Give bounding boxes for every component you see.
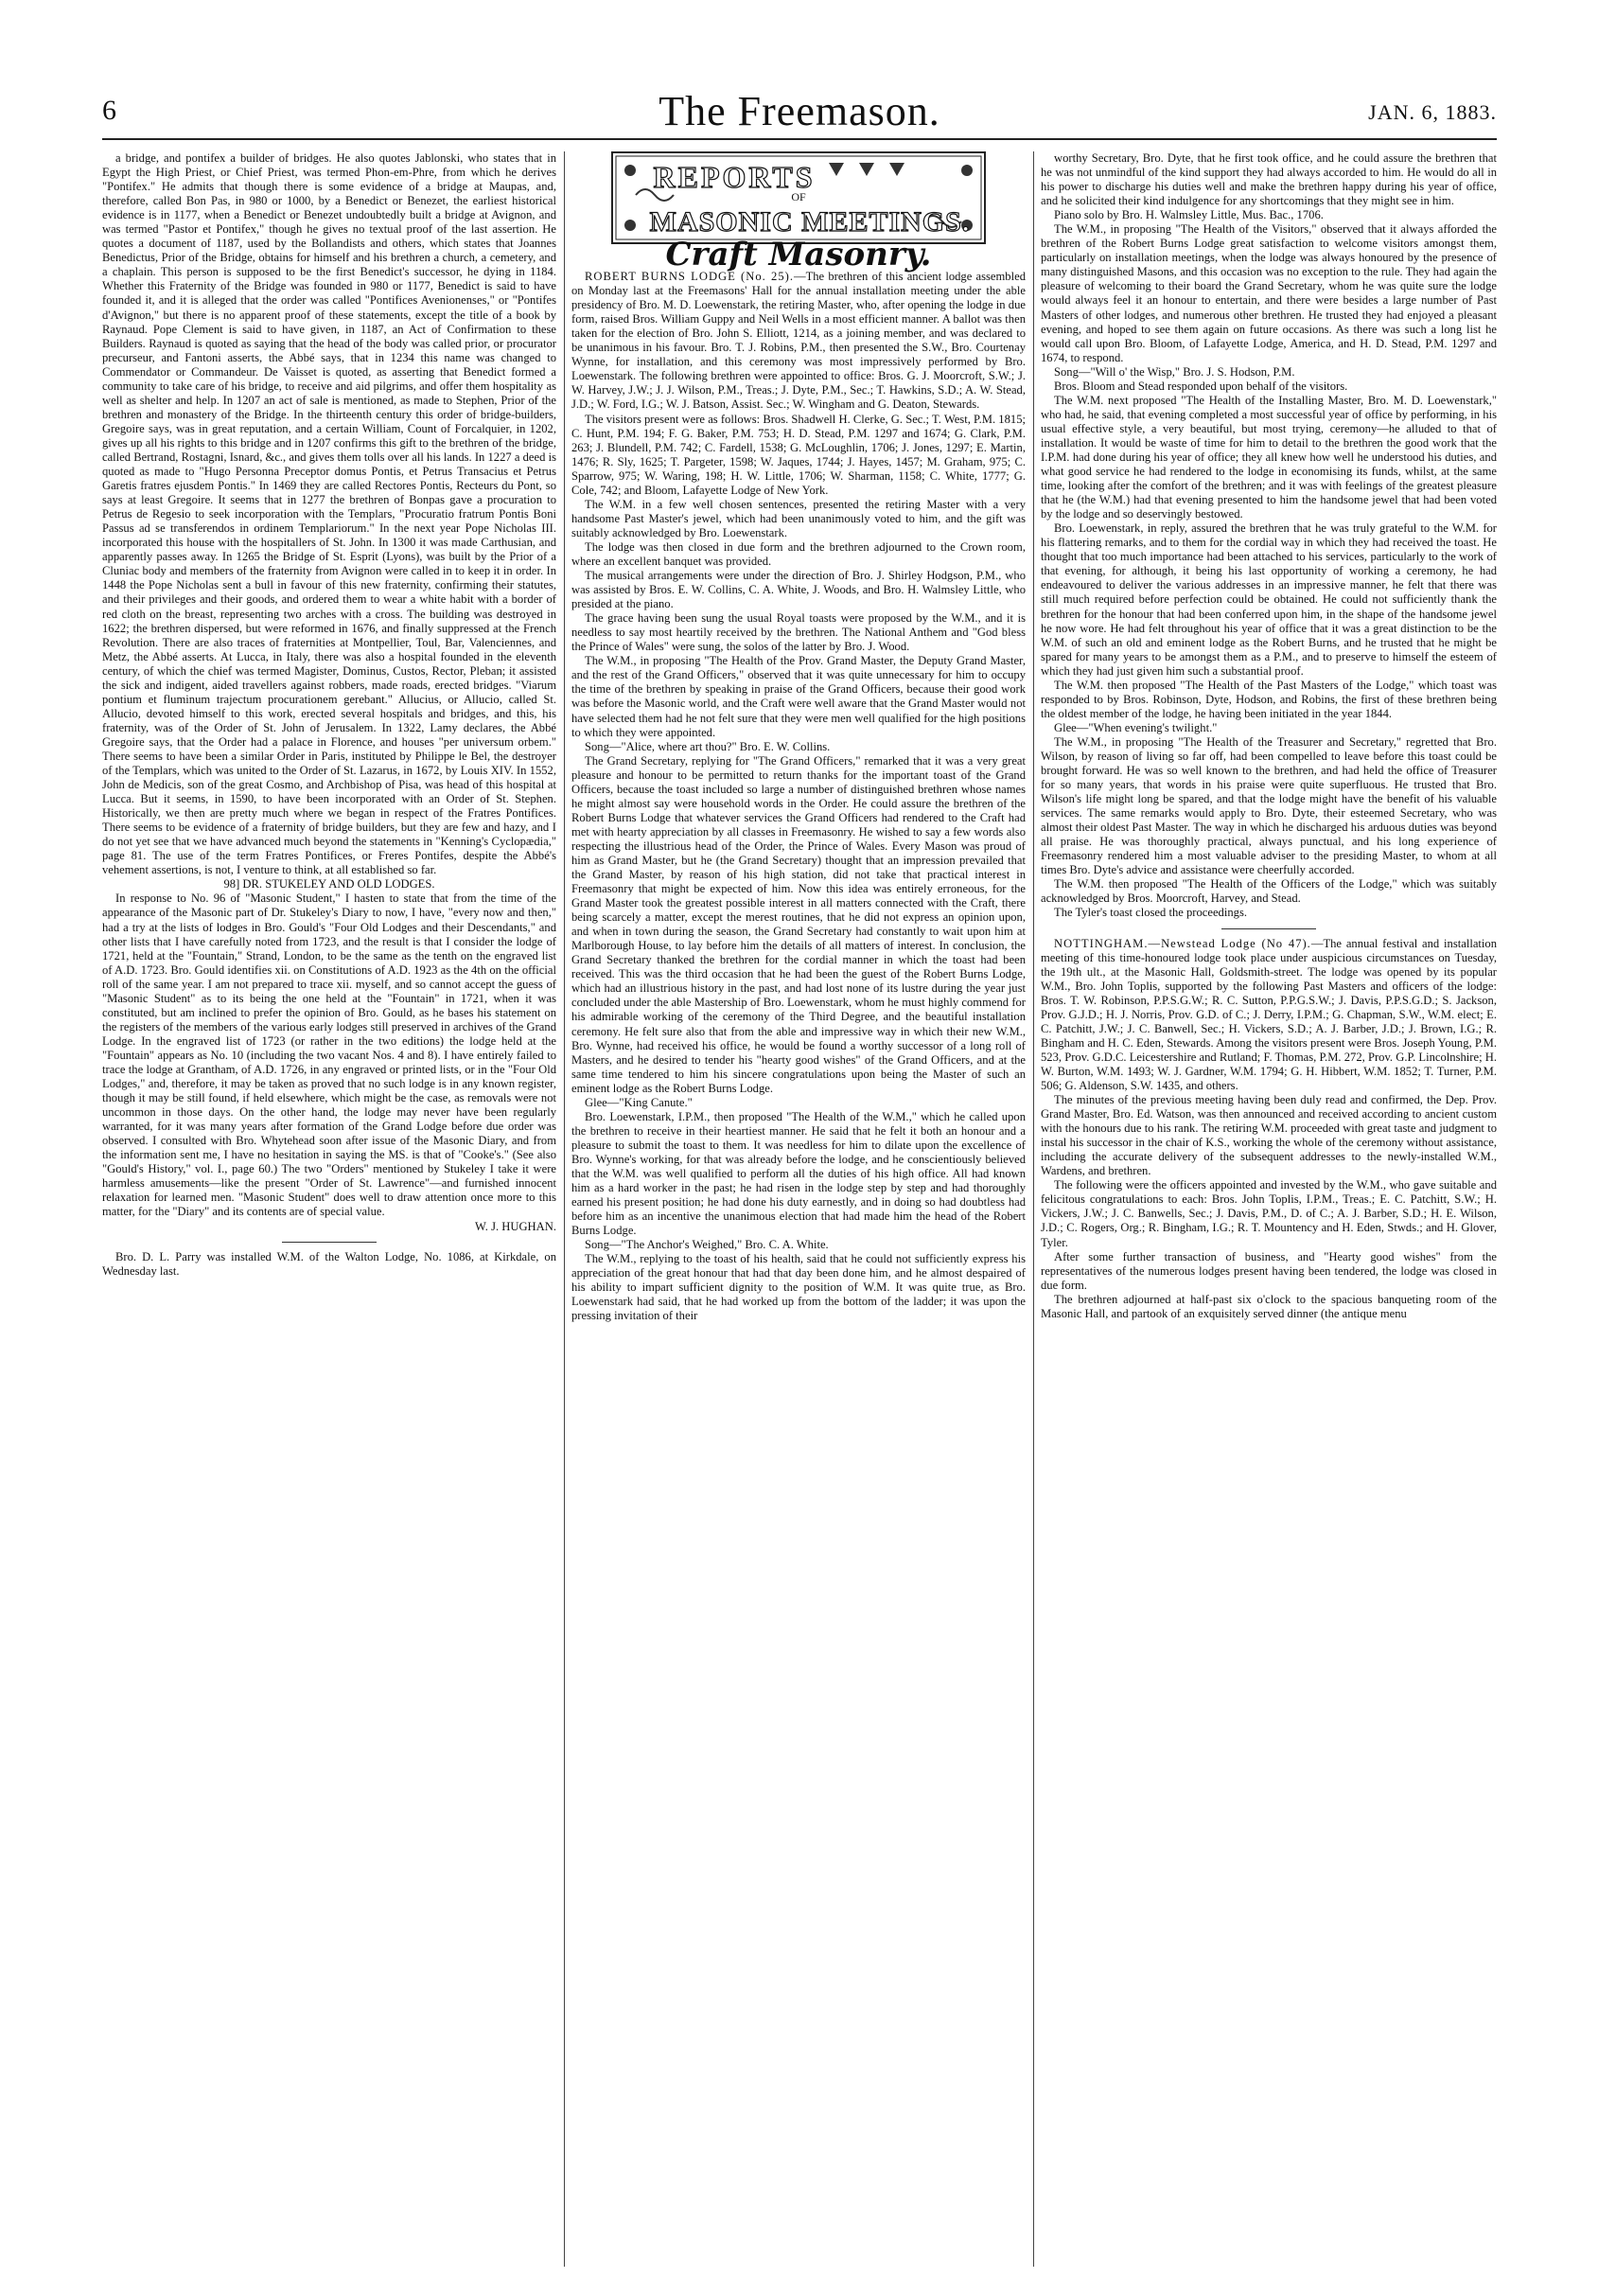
- article-paragraph: The W.M., in proposing "The Health of the Visitors," observed that it always afforded the brethren of the Robert Burns Lodge great satisfaction to welcome visitors amongst them, particularly on installation meetings, when the lodge was always honoured by the presence of many distinguished Masons, and this occasion was no exception to the rule. They had again the pleasure of welcoming to their board the Grand Secretary, whom he was quite sure the lodge would always feel it an honour to entertain, and there were besides a large number of Past Masters of other lodges, and numerous other brethren. He trusted they had enjoyed a pleasant evening, and hoped to see them again on future occasions. As there was such a long list he would call upon Bro. Bloom, of Lafayette Lodge, America, and H. D. Stead, P.M. 1297 and 1674, to respond.: [1041, 222, 1497, 364]
- article-paragraph: —The brethren of this ancient lodge assembled on Monday last at the Freemasons' Hall for the annual installation meeting under the able presidency of Bro. M. D. Loewenstark, the retiring Master, who, after opening the lodge in due form, raised Bros. William Guppy and Neil Wells in a most efficient manner. A ballot was then taken for the election of Bro. John S. Elliott, 1214, as a joining member, and was declared to be unanimous in his favour. Bro. T. J. Robins, P.M., then presented the S.W., Bro. Courtenay Wynne, for installation, and this ceremony was most impressively performed by Bro. Loewenstark. The following brethren were appointed to office: Bros. G. J. Moorcroft, S.W.; J. W. Harvey, J.W.; J. J. Wilson, P.M., Treas.; J. Dyte, P.M., Sec.; T. Hawkins, S.D.; A. W. Stead, J.D.; W. Ford, I.G.; W. J. Batson, Assist. Sec.; W. Wingham and G. Deaton, Stewards.: [571, 270, 1026, 412]
- article-paragraph: Bro. D. L. Parry was installed W.M. of the Walton Lodge, No. 1086, at Kirkdale, on Wednesday last.: [102, 1249, 556, 1278]
- column-3: [1041, 151, 1497, 2267]
- header-rule: [102, 138, 1497, 140]
- signature: W. J. HUGHAN.: [475, 1219, 556, 1233]
- article-paragraph: The W.M. in a few well chosen sentences, presented the retiring Master with a very handsome Past Master's jewel, which had been unanimously voted to him, and the gift was suitably acknowledged by Bro. Loewenstark.: [571, 497, 1026, 539]
- issue-date: JAN. 6, 1883.: [1368, 100, 1497, 124]
- divider: [282, 1242, 377, 1243]
- lodge-report: [571, 270, 1026, 412]
- article-paragraph: The W.M. next proposed "The Health of the Installing Master, Bro. M. D. Loewenstark," who had, he said, that evening completed a most successful year of office by performing, in his usual effective style, a very beautiful, but most trying, ceremony—he alluded to that of installation. It would be waste of time for him to detail to the brethren the good work that the I.P.M. had done during his year of office; they all knew how well he understood his duties, and what good service he had rendered to the lodge in economising its funds, whilst, at the same time, looking after the comfort of the brethren; and it was with feelings of the greatest pleasure that he (the W.M.) had that evening presented to him the handsome jewel that had been voted by the lodge and so deservingly bestowed.: [1041, 393, 1497, 521]
- article-paragraph: Bro. Loewenstark, in reply, assured the brethren that he was truly grateful to the W.M. for his flattering remarks, and to them for the cordial way in which they had received the toast. He thought that too much importance had been attached to his services, particularly to the work of that evening, for although, it being his last opportunity of working a ceremony, he had endeavoured to deliver the various addresses in an impressive manner, he felt that there was still much required before perfection could be obtained. He could not sufficiently thank the brethren for the honour that had been conferred upon him, in the shape of the handsome jewel he now wore. He had felt throughout his year of office that it was a great distinction to be the W.M. of such an old and eminent lodge as the Robert Burns, and he trusted that he might be spared for many years to be amongst them as a P.M., and to preserve to himself the esteem of which they had just given him such a substantial proof.: [1041, 521, 1497, 678]
- article-paragraph: Piano solo by Bro. H. Walmsley Little, Mus. Bac., 1706.: [1054, 208, 1324, 222]
- article-paragraph: Bros. Bloom and Stead responded upon behalf of the visitors.: [1054, 379, 1348, 393]
- article-paragraph: In response to No. 96 of "Masonic Student," I hasten to state that from the time of the appearance of the Masonic part of Dr. Stukeley's Diary to now, I have, "every now and then," had a try at the lists of lodges in Bro. Gould's "Four Old Lodges and their Descendants," and other lists that I have carefully noted from 1723, and the result is that I consider the lodge of 1721, held at the "Fountain," Strand, London, to be the same as the tenth on the engraved list of A.D. 1723. Bro. Gould identifies xii. on Constitutions of A.D. 1923 as the 4th on the official roll of the same year. I am not prepared to trace xii. myself, and so cannot accept the guess of "Masonic Student" as to its being the one held at the "Fountain" in 1721, when it was constituted, but am inclined to prefer the opinion of Bro. Gould, as he bases his statement on the registers of the members of the various early lodges still preserved in archives of the Grand Lodge. In the engraved list of 1723 (or rather in the two editions) the lodge held at the "Fountain" appears as No. 10 (including the two vacant Nos. 4 and 8). I have entirely failed to trace the lodge at Grantham, of A.D. 1726, in any engraved or printed lists, or in the "Four Old Lodges," and, therefore, it may be taken as proved that no such lodge is in any known register, though it may be still found, if held elsewhere, which might be the case, as removals were not uncommon in those days. On the other hand, the lodge may never have been regularly warranted, for it was many years after formation of the Grand Lodge before due order was observed. I consulted with Bro. Whytehead soon after issue of the Masonic Diary, and from the information sent me, I have no hesitation in saying the MS. is that of "Cooke's." (See also "Gould's History," vol. I., page 60.) The two "Orders" mentioned by Stukeley I take it were harmless amusements—like the present "Order of St. Lawrence"—and furnished innocent relaxation for learned men. "Masonic Student" does well to draw attention once more to this matter, for the "Diary" and its contents are of special value.: [102, 892, 556, 1219]
- banner-line-1: REPORTS: [653, 160, 816, 194]
- reports-banner: [611, 151, 986, 244]
- lodge-heading: ROBERT BURNS LODGE (No. 25).: [585, 270, 794, 284]
- column-divider: [1033, 151, 1034, 2267]
- article-paragraph: The W.M. then proposed "The Health of the Past Masters of the Lodge," which toast was responded to by Bros. Robinson, Dyte, Hodson, and Robins, the first of these brethren being the oldest member of the lodge, he having been initiated in the year 1844.: [1041, 678, 1497, 720]
- article-paragraph: Song—"Alice, where art thou?" Bro. E. W. Collins.: [585, 739, 831, 753]
- divider: [1221, 928, 1316, 929]
- section-title: Craft Masonry.: [665, 236, 932, 274]
- banner-line-3: MASONIC MEETINGS.: [649, 206, 971, 238]
- article-paragraph: The W.M., replying to the toast of his health, said that he could not sufficiently express his appreciation of the great honour that had that day been done him, and he almost despaired of his ability to impart sufficient dignity to the position of W.M. It was quite true, as Bro. Loewenstark had said, that he had worked up from the bottom of the ladder; it was upon the pressing invitation of their: [571, 1252, 1026, 1323]
- article-paragraph: The lodge was then closed in due form and the brethren adjourned to the Crown room, where an excellent banquet was provided.: [571, 539, 1026, 568]
- article-paragraph: After some further transaction of business, and "Hearty good wishes" from the representatives of the numerous lodges present having been tendered, the lodge was closed in due form.: [1041, 1249, 1497, 1292]
- article-paragraph: The following were the officers appointed and invested by the W.M., who gave suitable and felicitous congratulations to each: Bros. John Toplis, I.P.M., Treas.; E. C. Patchitt, S.W.; H. Vickers, J.W.; J. C. Banwells, Sec.; J. Davis, P.M., D. of C.; A. J. Barber, S.D.; H. E. Wilson, J.D.; C. Rogers, Org.; R. Bingham, I.G.; R. T. Mountency and H. Eden, Stwds.; and H. Glover, Tyler.: [1041, 1178, 1497, 1249]
- article-paragraph: The W.M., in proposing "The Health of the Prov. Grand Master, the Deputy Grand Master, and the rest of the Grand Officers," observed that it was quite unnecessary for him to occupy the time of the brethren by speaking in praise of the Grand Officers, because their good work was before the Masonic world, and the Craft were well aware that the Grand Master would not have selected them had he not felt sure that they were men well qualified for the high positions to which they were appointed.: [571, 654, 1026, 739]
- article-paragraph: Song—"Will o' the Wisp," Bro. J. S. Hodson, P.M.: [1054, 364, 1295, 379]
- article-paragraph: Song—"The Anchor's Weighed," Bro. C. A. White.: [585, 1238, 829, 1252]
- article-paragraph: The W.M., in proposing "The Health of the Treasurer and Secretary," regretted that Bro. Wilson, by reason of living so far off, had been compelled to leave before this toast could be brought forward. He was so well known to the brethren, and had held the office of Treasurer for so many years, that words in his praise were quite superfluous. He trusted that Bro. Wilson's life might long be spared, and that the lodge might have the benefit of his valuable services. The same remarks would apply to Bro. Dyte, their esteemed Secretary, who was almost their oldest Past Master. The way in which he discharged his arduous duties was beyond all praise. He was thoroughly practical, always punctual, and his long experience of Freemasonry rendered him a most valuable adviser to the presiding Master, to whom at all times Bro. Dyte's advice and assistance were cheerfully accorded.: [1041, 734, 1497, 877]
- page-header: [102, 87, 1497, 134]
- article-paragraph: worthy Secretary, Bro. Dyte, that he first took office, and he could assure the brethren that he was not unmindful of the kind support they had always accorded to him. He would do all in his power to discharge his duties well and make the brethren happy during his year of office, and he solicited their kind indulgence for any shortcomings that they might see in him.: [1041, 151, 1497, 208]
- article-heading: 98] DR. STUKELEY AND OLD LODGES.: [223, 877, 435, 892]
- article-paragraph: —The annual festival and installation meeting of this time-honoured lodge took place under auspicious circumstances on Tuesday, the 19th ult., at the Masonic Hall, Goldsmith-street. The lodge was opened by its popular W.M., Bro. John Toplis, supported by the following Past Masters and officers of the lodge: Bros. T. W. Robinson, P.P.S.G.W.; R. C. Sutton, P.P.G.S.W.; J. Davis, P.P.S.G.D.; S. Jackson, Prov. G.J.D.; H. J. Norris, Prov. G.D. of C.; J. Derry, I.P.M.; G. Chapman, S.W., W.M. elect; E. C. Patchitt, J.W.; J. C. Banwell, Sec.; H. Vickers, S.D.; A. J. Barber, J.D.; J. Brown, I.G.; R. Bingham and H. C. Eden, Stewards. Among the visitors present were Bros. Joseph Young, P.M. 523, Prov. G.D.C. Leicestershire and Rutland; F. Thomas, P.M. 272, Prov. G.P. Lincolnshire; H. W. Burton, W.M. 1493; W. J. Gardner, W.M. 1794; G. H. Hibbert, W.M. 1852; T. Turner, P.M. 506; G. Aldenson, S.W. 1435, and others.: [1041, 936, 1497, 1092]
- article-paragraph: The Grand Secretary, replying for "The Grand Officers," remarked that it was a very great pleasure and honour to be permitted to return thanks for the important toast of the Grand Officers, because the toast included so large a number of distinguished brethren whose names he might almost say were household words in the Order. He could assure the brethren of the Robert Burns Lodge that whatever services the Grand Officers had rendered to the Craft had met with hearty appreciation by all classes in Freemasonry. He wished to say a few words also respecting the illustrious head of the Order, the Prince of Wales. Every Mason was proud of him as Grand Master, but he (the Grand Secretary) thought that an impression prevailed that the Grand Master, by reason of his high station, did not take that practical interest in Freemasonry that might be expected of him. Now this idea was entirely erroneous, for the Grand Master took the greatest possible interest in all matters connected with the Craft, there being scarcely a matter, except the merest routines, that he did not express an opinion upon, and when in town during the season, the Grand Secretary had constantly to wait upon him at Marlborough House, to lay before him the details of all matters of interest. In conclusion, the Grand Secretary thanked the brethren for the cordial manner in which the toast had been received. This was the third occasion that he had been the guest of the Robert Burns Lodge, which had an illustrious history in the past, and had lost none of its lustre during the year just concluded under the able Mastership of Bro. Loewenstark, whom he must highly commend for his admirable working of the ceremony of the Third Degree, and the beautiful installation ceremony. He felt sure also that from the able and impressive way in which their new W.M., Bro. Wynne, had received his office, he would be found a worthy successor of a long roll of Masters, and he desired to tender his "hearty good wishes" of the Grand Officers, and at the same time tendered to him his sincere congratulations upon being the Master of such an eminent lodge as the Robert Burns Lodge.: [571, 753, 1026, 1095]
- article-paragraph: The minutes of the previous meeting having been duly read and confirmed, the Dep. Prov. Grand Master, Bro. Ed. Watson, was then announced and received according to ancient custom with the honours due to his rank. The retiring W.M. proceeded with great taste and judgment to instal his successor in the chair of K.S., working the whole of the ceremony without assistance, including the accurate delivery of the subsequent addresses to the newly-installed W.M., Wardens, and brethren.: [1041, 1093, 1497, 1178]
- banner-line-2: OF: [791, 190, 806, 203]
- column-divider: [564, 151, 565, 2267]
- newspaper-title: The Freemason.: [659, 88, 940, 134]
- column-2: [571, 151, 1026, 2267]
- lodge-report: [1041, 937, 1497, 1094]
- lodge-heading: NOTTINGHAM.—Newstead Lodge (No 47).: [1054, 936, 1311, 950]
- article-paragraph: The grace having been sung the usual Royal toasts were proposed by the W.M., and it is needless to say most heartily received by the brethren. The National Anthem and "God bless the Prince of Wales" were sung, the solos of the latter by Bro. J. Wood.: [571, 611, 1026, 654]
- column-1: [102, 151, 556, 2267]
- page-number: 6: [102, 95, 116, 126]
- article-paragraph: Glee—"King Canute.": [585, 1095, 693, 1109]
- article-paragraph: The W.M. then proposed "The Health of the Officers of the Lodge," which was suitably acknowledged by Bros. Moorcroft, Harvey, and Stead.: [1041, 877, 1497, 906]
- article-paragraph: Bro. Loewenstark, I.P.M., then proposed "The Health of the W.M.," which he called upon the brethren to receive in their heartiest manner. He said that he felt it both an honour and a pleasure to submit the toast to them. It was needless for him to dilate upon the excellence of Bro. Wynne's working, for that was already before the lodge, and he conscientiously believed that the W.M. was well qualified to perform all the duties of his high office. All had known him as a hard worker in the past; he had risen in the lodge step by step and had thoroughly earned his present position; he had done his duty earnestly, and in doing so had doubtless had before him as an incentive the unanimous election that had made him the head of the Robert Burns Lodge.: [571, 1109, 1026, 1238]
- article-paragraph: Glee—"When evening's twilight.": [1054, 720, 1218, 734]
- article-paragraph: a bridge, and pontifex a builder of bridges. He also quotes Jablonski, who states that in Egypt the High Priest, or Chief Priest, was termed Phon-em-Phre, from which he derives "Pontifex." He admits that though there is some evidence of a bridge at Maupas, and, therefore, called Bon Pas, in 980 or 1000, by a Benedict or Benezet, the earliest historical evidence is in 1177, when a Benedict or Benezet undoubtedly built a bridge at Avignon, and was termed "Pastor et Pontifex," though he gives no textual proof of the last assertion. He quotes a document of 1187, used by the Bollandists and others, which states that Joannes Benedictus, Prior of the Bridge, obtains for himself and his brethren a church, a cemetery, and a chaplain. This person is supposed to be the first Benedict's successor, he dying in 1184. Whether this Fraternity of the Bridge was founded in 980 or 1177, Benedict is said to have founded it, and it is alleged that the order was called "Pontifices Avenionenses," or "Pontifes d'Avignon," but there is no apparent proof of these statements, except the title of a book by Raynaud. Pope Clement is said to have given, in 1187, an Act of Confirmation to these Builders. Raynaud is quoted as saying that the head of the body was called prior, or procurator precurseur, and Fantoni asserts, the Abbé says, that in 1234 this name was changed to Commendator or Commandeur. De Vaisset is quoted, as asserting that Benedict formed a community to take care of his bridge, to receive and aid pilgrims, and offer them hospitality as well as shelter and help. In 1207 an act of sale is mentioned, as made to Stephen, Prior of the brethren and monastery of the Bridge. In the thirteenth century this order of bridge-builders, Gregoire says, was in great reputation, and a certain William, Count of Forcalquier, in 1202, gives up all his rights to this bridge and in 1207 confirms this gift to the brethren of the bridge, called Bertrand, Rostagni, Isnard, &c., and gives them tolls over all his lands. In 1227 a deed is quoted as made to "Hugo Personna Preceptor domus Pontis, et Petrus Transacius et Petrus Garetis fratres ejusdem Pontis." In 1469 they are called Rectores Pontis, Recteurs du Pont, so says at least Gregoire. It seems that in 1277 the brethren of Bonpas gave a procuration to Petrus de Regesio to seek incorporation with the Templars, "Procuratio fratrum Pontis Boni Passus ad se transferendos in ordinem Templariorum." In the next year Pope Nicholas III. incorporated this house with the hospitallers of St. John. In 1300 it was made Carthusian, and apparently passes away. In 1265 the Bridge of St. Esprit (Lyons), was built by the Prior of a Cluniac body and members of the fraternity from Avignon were called in to keep it in order. In 1448 the Pope Nicholas sent a bull in favour of this new fraternity, confirming their statutes, and their privileges and their goods, and ordered them to wear a white habit with a border of red cloth on the breast, representing two arches with a cross. The building was destroyed in 1622; the brethren dispersed, but were reformed in 1676, and finally suppressed at the French Revolution. There are also traces of fraternities at Montpellier, Toul, Bar, Valenciennes, and Metz, the Abbé asserts. At Lucca, in Italy, there was also a hospital founded in the eleventh century, of which the chief was termed Magister, Dominus, Custos, Rector, Pleban; it assisted the sick and indigent, aided travellers against robbers, made roads, erected bridges. "Viarum pontium et fluminum trajectum procurationem gerebant." Allucius, or Allucio, called St. Allucio, devoted himself to this work, erected several hospitals and bridges, and this, his fraternity, was of the Order of St. John of Jerusalem. In 1322, Lamy declares, the Abbé Gregoire says, that the Order had a palace in Florence, and houses "per universum orbem." There seems to have been a similar Order in Paris, instituted by Philippe le Bel, the destroyer of the Templars, which was united to the Order of St. Lazarus, in 1672, by Louis XIV. In 1552, John de Medicis, son of the great Cosmo, and Archbishop of Pisa, was head of this hospital at Lucca. But it seems, in 1590, to have been incorporated with an Order of St. Stephen. Historically, we then are pretty much where we began in respect of the Fratres Pontifices. There seems to be evidence of a fraternity of bridge builders, but they are few and hazy, and I do not yet see that we have advanced much beyond the statements in "Kenning's Cyclopædia," page 81. The use of the term Fratres Pontifices, or Freres Pontifes, despite the Abbé's vehement assertions, is not, I venture to think, at all established so far.: [102, 151, 556, 877]
- article-paragraph: The musical arrangements were under the direction of Bro. J. Shirley Hodgson, P.M., who was assisted by Bros. E. W. Collins, C. A. White, J. Woods, and Bro. H. Walmsley Little, who presided at the piano.: [571, 569, 1026, 611]
- article-paragraph: The brethren adjourned at half-past six o'clock to the spacious banqueting room of the Masonic Hall, and partook of an exquisitely served dinner (the antique menu: [1041, 1292, 1497, 1320]
- article-paragraph: The Tyler's toast closed the proceedings.: [1054, 906, 1247, 920]
- article-paragraph: The visitors present were as follows: Bros. Shadwell H. Clerke, G. Sec.; T. West, P.M. 1815; C. Hunt, P.M. 194; F. G. Baker, P.M. 753; H. D. Stead, P.M. 1297 and 1674; G. Clark, P.M. 263; J. Blundell, P.M. 742; C. Fardell, 1538; G. McLoughlin, 1706; J. Jones, 1297; E. Martin, 1476; R. Sly, 1625; T. Pargeter, 1598; W. Jaques, 1744; J. Hayes, 1457; M. Graham, 975; C. Sparrow, 975; W. Waring, 198; H. W. Little, 1706; W. Sharman, 1158; C. White, 1777; G. Cole, 742; and Bloom, Lafayette Lodge of New York.: [571, 412, 1026, 497]
